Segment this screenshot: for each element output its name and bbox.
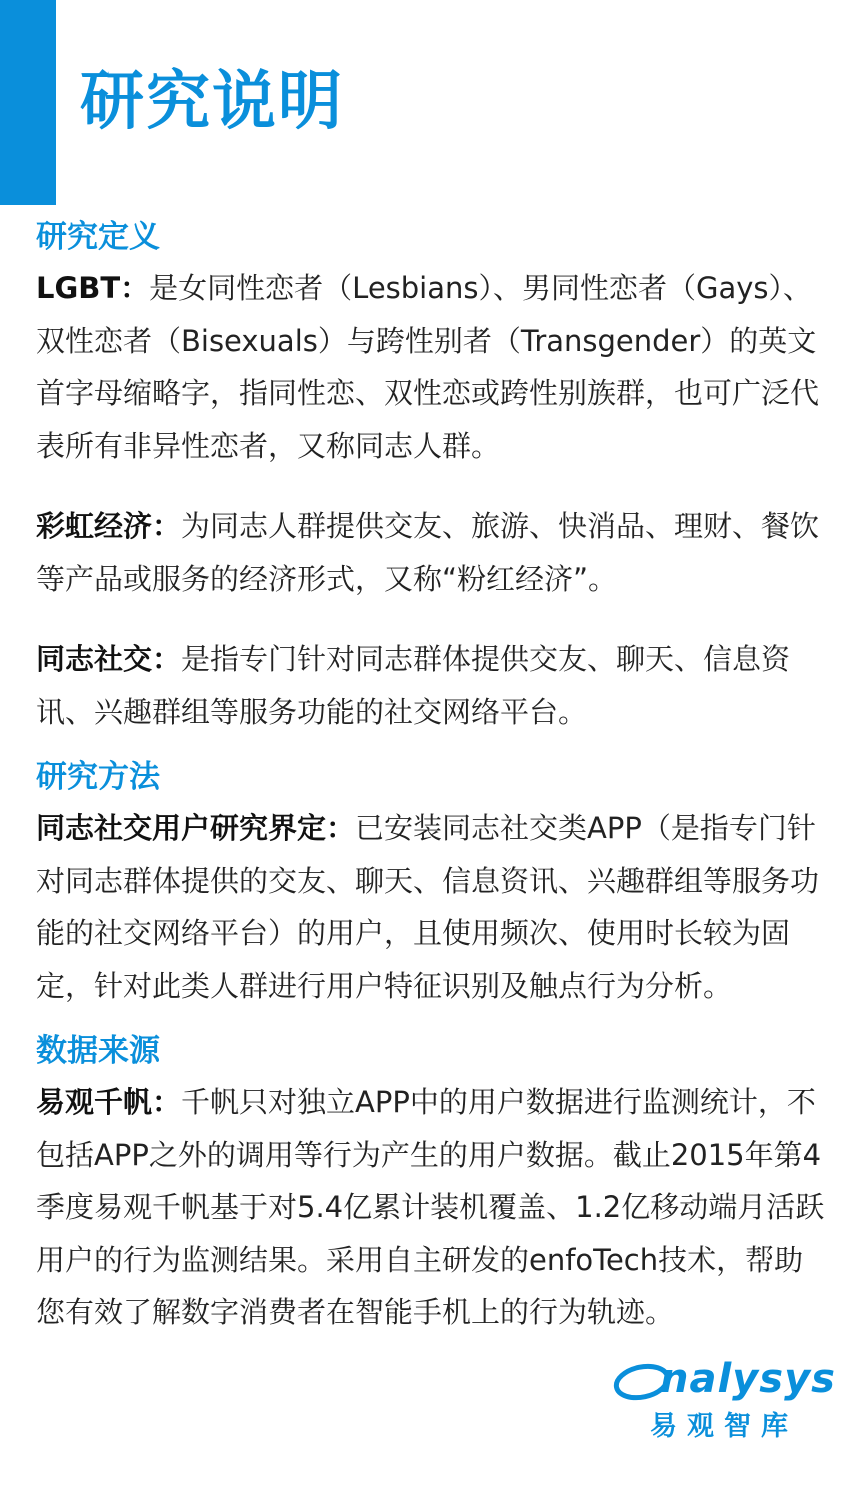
section-heading-source: 数据来源 bbox=[36, 1033, 160, 1069]
definition-rainbow-economy bbox=[36, 500, 826, 605]
definition-lgbt bbox=[36, 262, 826, 472]
logo-wordmark: nalysys bbox=[660, 1356, 836, 1402]
term-rainbow-economy: 彩虹经济： bbox=[36, 509, 182, 543]
page-title: 研究说明 bbox=[80, 65, 344, 139]
term-user-definition: 同志社交用户研究界定： bbox=[36, 811, 356, 845]
analysys-logo bbox=[616, 1352, 836, 1444]
source-qianfan-text: 千帆只对独立APP中的用户数据进行监测统计，不包括APP之外的调用等行为产生的用户数据。截止2015年第4季度易观千帆基于对5.4亿累计装机覆盖、1.2亿移动端月活跃用户的行为监测结果。采用自主研发的enfoTech技术，帮助您有效了解数字消费者在智能手机上的行为轨迹。 bbox=[36, 1085, 825, 1329]
logo-chinese-name: 易观智库 bbox=[650, 1411, 798, 1442]
definition-rainbow-economy-text: 为同志人群提供交友、旅游、快消品、理财、餐饮等产品或服务的经济形式，又称“粉红经济”。 bbox=[36, 509, 820, 596]
definition-lgbt-text: 是女同性恋者（Lesbians）、男同性恋者（Gays）、双性恋者（Bisexuals）与跨性别者（Transgender）的英文首字母缩略字，指同性恋、双性恋或跨性别族群，也可广泛代表所有非异性恋者，又称同志人群。 bbox=[36, 271, 820, 463]
title-accent-bar bbox=[0, 0, 56, 205]
section-heading-method: 研究方法 bbox=[36, 759, 160, 795]
section-heading-definition: 研究定义 bbox=[36, 219, 160, 255]
definition-gay-social bbox=[36, 633, 826, 738]
source-qianfan bbox=[36, 1076, 826, 1339]
term-qianfan: 易观千帆： bbox=[36, 1085, 182, 1119]
method-user-definition-text: 已安装同志社交类APP（是指专门针对同志群体提供的交友、聊天、信息资讯、兴趣群组等服务功能的社交网络平台）的用户，且使用频次、使用时长较为固定，针对此类人群进行用户特征识别及触点行为分析。 bbox=[36, 811, 820, 1003]
definition-gay-social-text: 是指专门针对同志群体提供交友、聊天、信息资讯、兴趣群组等服务功能的社交网络平台。 bbox=[36, 642, 791, 729]
content-body bbox=[36, 212, 826, 1339]
term-gay-social: 同志社交： bbox=[36, 642, 182, 676]
method-user-definition bbox=[36, 802, 826, 1012]
term-lgbt: LGBT： bbox=[36, 271, 150, 305]
